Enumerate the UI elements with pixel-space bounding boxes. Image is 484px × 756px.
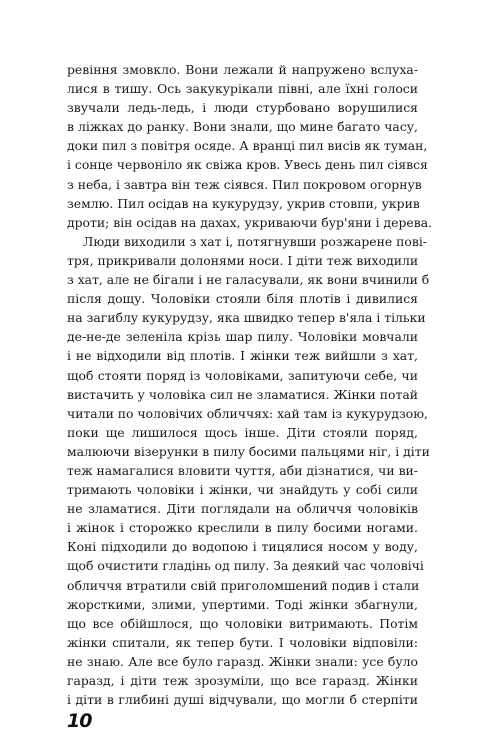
text-line: малюючи візерунки в пилу босими пальцями ніг, і діти bbox=[67, 443, 430, 459]
text-line: після дощу. Чоловіки стояли біля плотів і дивилися bbox=[67, 291, 418, 307]
text-line: читали по чоловічих обличчях: хай там із кукурудзою, bbox=[67, 405, 428, 421]
text-line: щоб очистити гладінь од пилу. За деякий час чоловічі bbox=[67, 558, 424, 574]
text-line: лися в тишу. Ось закукурікали півні, але їхні голоси bbox=[67, 81, 418, 97]
text-line: жінки спитали, як тепер бути. І чоловіки відповіли: bbox=[67, 634, 418, 650]
text-line: ревіння змовкло. Вони лежали й напружено вслуха- bbox=[67, 62, 418, 77]
paragraph-first-line: Люди виходили з хат і, потягнувши розжарене пові- bbox=[83, 233, 427, 249]
text-line: обличчя втратили свій приголомшений подив і стали bbox=[67, 577, 420, 593]
body-text bbox=[67, 60, 433, 709]
text-line: і діти в глибині душі відчували, що могли б стерпіти bbox=[67, 692, 418, 708]
text-line: доки пил з повітря осяде. А вранці пил висів як туман, bbox=[67, 138, 428, 154]
page-number: 10 bbox=[67, 710, 92, 732]
text-line: тримають чоловіки і жінки, чи знайдуть у собі сили bbox=[67, 482, 418, 498]
text-line: звучали ледь-ледь, і люди стурбовано ворушилися bbox=[67, 100, 418, 116]
text-line: жорсткими, злими, упертими. Тоді жінки збагнули, bbox=[67, 596, 418, 612]
text-line: поки ще лишилося щось інше. Діти стояли поряд, bbox=[67, 424, 418, 440]
text-line: що все обійшлося, що чоловіки витримають. Потім bbox=[67, 615, 418, 631]
text-line: з хат, але не бігали і не галасували, як вони вчинили б bbox=[67, 272, 430, 288]
text-line: тря, прикривали долонями носи. І діти теж виходили bbox=[67, 252, 419, 268]
text-line: з неба, і завтра він теж сіявся. Пил покровом огорнув bbox=[67, 176, 422, 192]
text-line: не зламатися. Діти поглядали на обличчя чоловіків bbox=[67, 501, 418, 517]
text-line: вистачить у чоловіка сил не зламатися. Жінки потай bbox=[67, 386, 418, 402]
text-line: землю. Пил осідав на кукурудзу, укрив стовпи, укрив bbox=[67, 195, 420, 211]
text-line: дроти; він осідав на дахах, укриваючи бур'яни і дерева. bbox=[67, 214, 433, 230]
text-line: і не відходили від плотів. І жінки теж вийшли з хат, bbox=[67, 348, 418, 364]
text-line: щоб стояти поряд із чоловіками, запитуючи себе, чи bbox=[67, 367, 418, 383]
text-line: де-не-де зеленіла крізь шар пилу. Чоловіки мовчали bbox=[67, 329, 418, 345]
text-line: не знаю. Але все було гаразд. Жінки знали: усе було bbox=[67, 653, 418, 669]
text-line: і жінок і сторожко креслили в пилу босими ногами. bbox=[67, 520, 418, 536]
text-line: гаразд, і діти теж зрозуміли, що все гаразд. Жінки bbox=[67, 673, 418, 688]
text-line: в ліжках до ранку. Вони знали, що мине багато часу, bbox=[67, 119, 418, 135]
text-line: Коні підходили до водопою і тицялися носом у воду, bbox=[67, 539, 418, 555]
text-line: на загиблу кукурудзу, яка швидко тепер в'яла і тільки bbox=[67, 310, 426, 326]
text-line: теж намагалися вловити чуття, аби дізнатися, чи ви- bbox=[67, 462, 418, 478]
text-line: і сонце червоніло як свіжа кров. Увесь день пил сіявся bbox=[67, 157, 428, 173]
